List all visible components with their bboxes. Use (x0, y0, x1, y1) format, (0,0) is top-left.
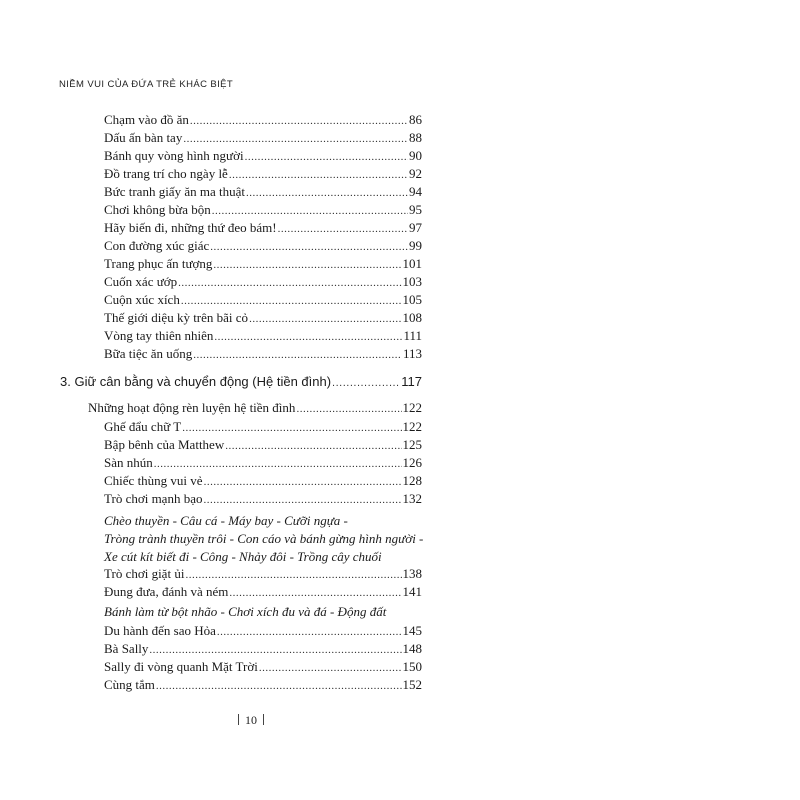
toc-entry-title: Cuộn xúc xích (104, 292, 180, 307)
toc-entry-title: Bức tranh giấy ăn ma thuật (104, 184, 245, 199)
toc-entry-page: 128 (402, 473, 422, 488)
toc-entry (104, 455, 422, 472)
toc-entry-title: Con đường xúc giác (104, 238, 210, 253)
toc-entry-page: 99 (409, 238, 422, 253)
page-footer (232, 713, 270, 728)
toc-entry (104, 677, 422, 694)
toc-entry-page: 95 (409, 202, 422, 217)
dot-leader (212, 203, 408, 219)
toc-entry-title: Bập bênh của Matthew (104, 437, 225, 452)
dot-leader (183, 131, 408, 147)
toc-entry-title: Dấu ấn bàn tay (104, 130, 183, 145)
toc-entry-title: Cùng tắm (104, 677, 155, 692)
activity-sublist-line: Bánh làm từ bột nhão - Chơi xích đu và đá - Động đất (104, 604, 387, 619)
toc-entry (104, 584, 422, 601)
dot-leader (193, 347, 402, 363)
toc-entry-page: 94 (409, 184, 422, 199)
toc-entry-title: Trò chơi giặt ủi (104, 566, 185, 581)
activity-sublist-line: Xe cút kít biết đi - Công - Nhảy đôi - Trồng cây chuối (104, 549, 382, 564)
toc-entry-page: 111 (403, 328, 422, 343)
toc-entry-title: Bữa tiệc ăn uống (104, 346, 193, 361)
activity-sublist (104, 512, 423, 566)
dot-leader (332, 375, 400, 391)
toc-entry-title: Đồ trang trí cho ngày lễ (104, 166, 228, 181)
toc-entry-page: 125 (402, 437, 422, 452)
dot-leader (259, 660, 402, 676)
toc-entry (104, 346, 422, 363)
toc-entry (104, 202, 422, 219)
toc-entry (104, 491, 422, 508)
toc-entry-title: Vòng tay thiên nhiên (104, 328, 214, 343)
dot-leader (217, 624, 402, 640)
dot-leader (203, 492, 401, 508)
dot-leader (185, 567, 401, 583)
dot-leader (182, 420, 401, 436)
dot-leader (213, 257, 401, 273)
toc-entry (104, 238, 422, 255)
toc-chapter-title: 3. Giữ cân bằng và chuyển động (Hệ tiền đình) (60, 374, 332, 389)
toc-chapter (60, 374, 422, 391)
toc-entry-page: 113 (402, 346, 422, 361)
dot-leader (245, 149, 408, 165)
toc-entry-title: Chạm vào đồ ăn (104, 112, 189, 127)
dot-leader (225, 438, 401, 454)
toc-section-title: Những hoạt động rèn luyện hệ tiền đình (88, 400, 296, 415)
toc-entry (104, 184, 422, 201)
dot-leader (214, 329, 402, 345)
dot-leader (149, 642, 401, 658)
toc-entry-page: 101 (402, 256, 422, 271)
toc-entry (104, 566, 422, 583)
toc-entry (104, 220, 422, 237)
toc-entry-title: Chơi không bừa bộn (104, 202, 211, 217)
toc-entry-title: Hãy biến đi, những thứ đeo bám! (104, 220, 277, 235)
toc-entry (104, 148, 422, 165)
toc-entry (104, 473, 422, 490)
toc-entry (104, 112, 422, 129)
toc-entry-title: Cuốn xác ướp (104, 274, 178, 289)
toc-entry-page: 105 (402, 292, 422, 307)
toc-entry-title: Sally đi vòng quanh Mặt Trời (104, 659, 258, 674)
dot-leader (229, 585, 401, 601)
toc-entry (104, 130, 422, 147)
toc-entry-title: Sàn nhún (104, 455, 153, 470)
dot-leader (246, 185, 408, 201)
dot-leader (229, 167, 408, 183)
dot-leader (156, 678, 402, 694)
toc-entry-page: 132 (402, 491, 422, 506)
toc-entry-page: 141 (402, 584, 422, 599)
toc-entry (104, 437, 422, 454)
toc-entry-title: Thế giới diệu kỳ trên bãi cỏ (104, 310, 249, 325)
toc-entry (104, 292, 422, 309)
toc-section (88, 400, 422, 417)
dot-leader (296, 401, 401, 417)
toc-entry (104, 310, 422, 327)
toc-entry-title: Trò chơi mạnh bạo (104, 491, 203, 506)
toc-entry-page: 126 (402, 455, 422, 470)
toc-entry-page: 150 (402, 659, 422, 674)
toc-entry-page: 122 (402, 419, 422, 434)
toc-entry (104, 623, 422, 640)
toc-entry-page: 90 (409, 148, 422, 163)
toc-entry-page: 88 (409, 130, 422, 145)
toc-entry (104, 328, 422, 345)
toc-section-page: 122 (402, 400, 422, 415)
toc-entry-page: 97 (409, 220, 422, 235)
footer-divider (238, 714, 239, 725)
toc-entry (104, 641, 422, 658)
toc-entry-page: 148 (402, 641, 422, 656)
activity-sublist-line: Chèo thuyền - Câu cá - Máy bay - Cưỡi ngựa - (104, 513, 348, 528)
dot-leader (204, 474, 402, 490)
activity-sublist-line: Tròng trành thuyền trôi - Con cáo và bánh gừng hình người - (104, 531, 424, 546)
toc-entry-page: 152 (402, 677, 422, 692)
toc-entry-page: 86 (409, 112, 422, 127)
dot-leader (178, 275, 401, 291)
toc-entry (104, 274, 422, 291)
toc-entry-title: Đung đưa, đánh và ném (104, 584, 229, 599)
dot-leader (154, 456, 402, 472)
toc-entry-page: 108 (402, 310, 422, 325)
running-head: NIỀM VUI CỦA ĐỨA TRẺ KHÁC BIỆT (59, 79, 234, 90)
toc-entry (104, 419, 422, 436)
toc-entry-title: Trang phục ấn tượng (104, 256, 213, 271)
toc-entry-page: 103 (402, 274, 422, 289)
toc-entry-page: 92 (409, 166, 422, 181)
dot-leader (249, 311, 401, 327)
toc-entry (104, 166, 422, 183)
toc-entry-title: Bánh quy vòng hình người (104, 148, 244, 163)
toc-entry-title: Ghế đẩu chữ T (104, 419, 182, 434)
page-number: 10 (245, 713, 257, 727)
dot-leader (278, 221, 408, 237)
toc-entry-title: Du hành đến sao Hỏa (104, 623, 216, 638)
toc-entry-page: 145 (402, 623, 422, 638)
toc-chapter-page: 117 (401, 374, 422, 389)
dot-leader (210, 239, 408, 255)
toc-entry (104, 256, 422, 273)
footer-divider (263, 714, 264, 725)
dot-leader (181, 293, 402, 309)
dot-leader (190, 113, 408, 129)
toc-entry-title: Bà Sally (104, 641, 149, 656)
toc-entry-title: Chiếc thùng vui vẻ (104, 473, 203, 488)
toc-entry (104, 659, 422, 676)
toc-entry-page: 138 (402, 566, 422, 581)
activity-sublist (104, 603, 386, 621)
